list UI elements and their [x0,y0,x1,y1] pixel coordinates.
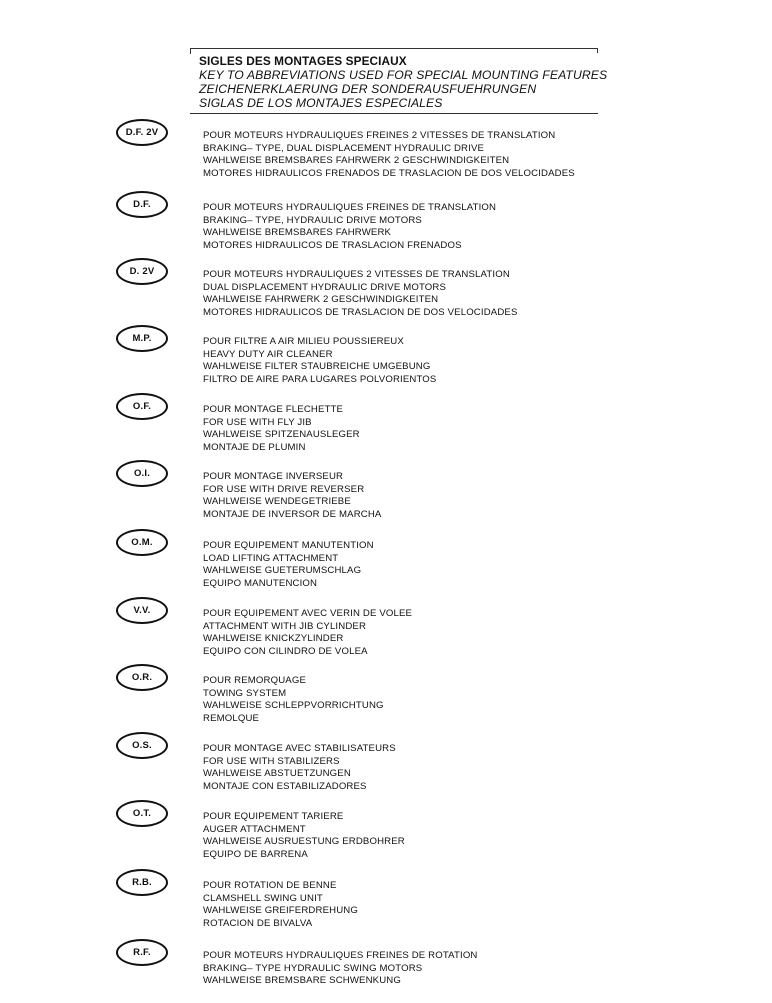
description-spanish: EQUIPO MANUTENCION [203,577,318,589]
description-german: WAHLWEISE GREIFERDREHUNG [203,905,358,917]
abbreviation-description [203,675,384,725]
description-english: FOR USE WITH DRIVE REVERSER [203,483,365,495]
abbreviation-entry-d2v [0,258,772,322]
description-french: POUR MOTEURS HYDRAULIQUES FREINES DE TRANSLATION [203,202,497,213]
title-french: SIGLES DES MONTAGES SPECIAUX [199,54,407,68]
abbreviation-description [203,880,358,930]
abbreviation-oval-badge: O.R. [116,664,168,691]
title-german: ZEICHENERKLAERUNG DER SONDERAUSFUEHRUNGEN [199,82,537,96]
abbreviation-oval-badge: O.F. [116,393,168,420]
abbreviation-description [203,404,360,454]
header-titles [199,54,607,110]
description-english: LOAD LIFTING ATTACHMENT [203,552,339,564]
legend-header [190,48,608,114]
description-french: POUR MONTAGE AVEC STABILISATEURS [203,743,396,754]
abbreviation-description [203,743,396,793]
abbreviation-entry-oi [0,460,772,524]
header-right-tick [597,48,598,53]
description-french: POUR MOTEURS HYDRAULIQUES FREINES 2 VITESSES DE TRANSLATION [203,130,556,141]
abbreviation-oval-badge: V.V. [116,597,168,624]
description-french: POUR REMORQUAGE [203,675,306,686]
description-french: POUR MONTAGE FLECHETTE [203,404,344,415]
abbreviation-oval-badge: R.B. [116,869,168,896]
title-spanish: SIGLAS DE LOS MONTAJES ESPECIALES [199,96,443,110]
abbreviation-description [203,202,496,252]
abbreviation-oval-badge: D.F. 2V [116,119,168,146]
description-spanish: MOTORES HIDRAULICOS FRENADOS DE TRASLACION DE DOS VELOCIDADES [203,167,575,179]
description-german: WAHLWEISE FAHRWERK 2 GESCHWINDIGKEITEN [203,294,439,306]
abbreviation-entry-of [0,393,772,457]
abbreviation-description [203,540,374,590]
abbreviation-description [203,269,518,319]
description-english: HEAVY DUTY AIR CLEANER [203,348,333,360]
abbreviation-oval-badge: O.S. [116,732,168,759]
description-german: WAHLWEISE AUSRUESTUNG ERDBOHRER [203,836,405,848]
abbreviation-entry-df [0,191,772,255]
description-french: POUR EQUIPEMENT AVEC VERIN DE VOLEE [203,608,413,619]
title-english: KEY TO ABBREVIATIONS USED FOR SPECIAL MOUNTING FEATURES [199,68,608,82]
description-german: WAHLWEISE BREMSBARE SCHWENKUNG [203,975,401,987]
abbreviation-oval-badge: O.M. [116,529,168,556]
abbreviation-oval-badge: O.I. [116,460,168,487]
description-spanish: FILTRO DE AIRE PARA LUGARES POLVORIENTOS [203,373,437,385]
abbreviation-description [203,130,575,180]
description-english: BRAKING– TYPE HYDRAULIC SWING MOTORS [203,962,423,974]
description-english: ATTACHMENT WITH JIB CYLINDER [203,620,367,632]
description-english: FOR USE WITH FLY JIB [203,416,312,428]
abbreviation-entry-mp [0,325,772,389]
description-spanish: EQUIPO CON CILINDRO DE VOLEA [203,645,368,657]
description-german: WAHLWEISE BREMSBARES FAHRWERK [203,227,392,239]
abbreviation-entry-ot [0,800,772,864]
abbreviation-entry-om [0,529,772,593]
description-german: WAHLWEISE BREMSBARES FAHRWERK 2 GESCHWINDIGKEITEN [203,155,510,167]
abbreviation-description [203,950,478,988]
description-english: DUAL DISPLACEMENT HYDRAULIC DRIVE MOTORS [203,281,447,293]
description-german: WAHLWEISE FILTER STAUBREICHE UMGEBUNG [203,361,431,373]
description-spanish: MOTORES HIDRAULICOS DE TRASLACION FRENADOS [203,239,462,251]
description-spanish: REMOLQUE [203,712,260,724]
abbreviation-description [203,471,381,521]
abbreviation-oval-badge: D. 2V [116,258,168,285]
abbreviation-oval-badge: M.P. [116,325,168,352]
abbreviation-oval-badge: D.F. [116,191,168,218]
description-german: WAHLWEISE SCHLEPPVORRICHTUNG [203,700,384,712]
description-spanish: MONTAJE DE INVERSOR DE MARCHA [203,508,382,520]
description-german: WAHLWEISE SPITZENAUSLEGER [203,429,360,441]
description-french: POUR MOTEURS HYDRAULIQUES FREINES DE ROTATION [203,950,478,961]
description-spanish: ROTACION DE BIVALVA [203,917,313,929]
description-french: POUR MOTEURS HYDRAULIQUES 2 VITESSES DE TRANSLATION [203,269,510,280]
abbreviation-entry-rf [0,939,772,1003]
abbreviation-entry-os [0,732,772,796]
abbreviation-oval-badge: R.F. [116,939,168,966]
header-bottom-rule [190,113,598,114]
description-english: BRAKING– TYPE, DUAL DISPLACEMENT HYDRAULIC DRIVE [203,142,485,154]
description-french: POUR EQUIPEMENT TARIERE [203,811,344,822]
abbreviation-entry-df2v [0,119,772,183]
abbreviation-entry-or [0,664,772,728]
description-french: POUR MONTAGE INVERSEUR [203,471,344,482]
description-english: BRAKING– TYPE, HYDRAULIC DRIVE MOTORS [203,214,422,226]
description-english: TOWING SYSTEM [203,687,287,699]
abbreviation-description [203,336,436,386]
description-french: POUR EQUIPEMENT MANUTENTION [203,540,374,551]
description-english: CLAMSHELL SWING UNIT [203,892,323,904]
abbreviation-description [203,811,405,861]
abbreviation-description [203,608,412,658]
description-english: FOR USE WITH STABILIZERS [203,755,340,767]
header-top-rule [190,48,598,49]
description-english: AUGER ATTACHMENT [203,823,306,835]
abbreviation-entry-rb [0,869,772,933]
description-spanish: MONTAJE DE PLUMIN [203,441,306,453]
description-german: WAHLWEISE ABSTUETZUNGEN [203,768,351,780]
description-spanish: MOTORES HIDRAULICOS DE TRASLACION DE DOS VELOCIDADES [203,306,518,318]
description-spanish: EQUIPO DE BARRENA [203,848,308,860]
description-french: POUR FILTRE A AIR MILIEU POUSSIEREUX [203,336,404,347]
description-german: WAHLWEISE KNICKZYLINDER [203,633,344,645]
description-french: POUR ROTATION DE BENNE [203,880,337,891]
header-left-tick [190,48,191,54]
description-german: WAHLWEISE WENDEGETRIEBE [203,496,351,508]
description-spanish: MONTAJE CON ESTABILIZADORES [203,780,367,792]
abbreviation-oval-badge: O.T. [116,800,168,827]
description-german: WAHLWEISE GUETERUMSCHLAG [203,565,362,577]
abbreviation-entry-vv [0,597,772,661]
